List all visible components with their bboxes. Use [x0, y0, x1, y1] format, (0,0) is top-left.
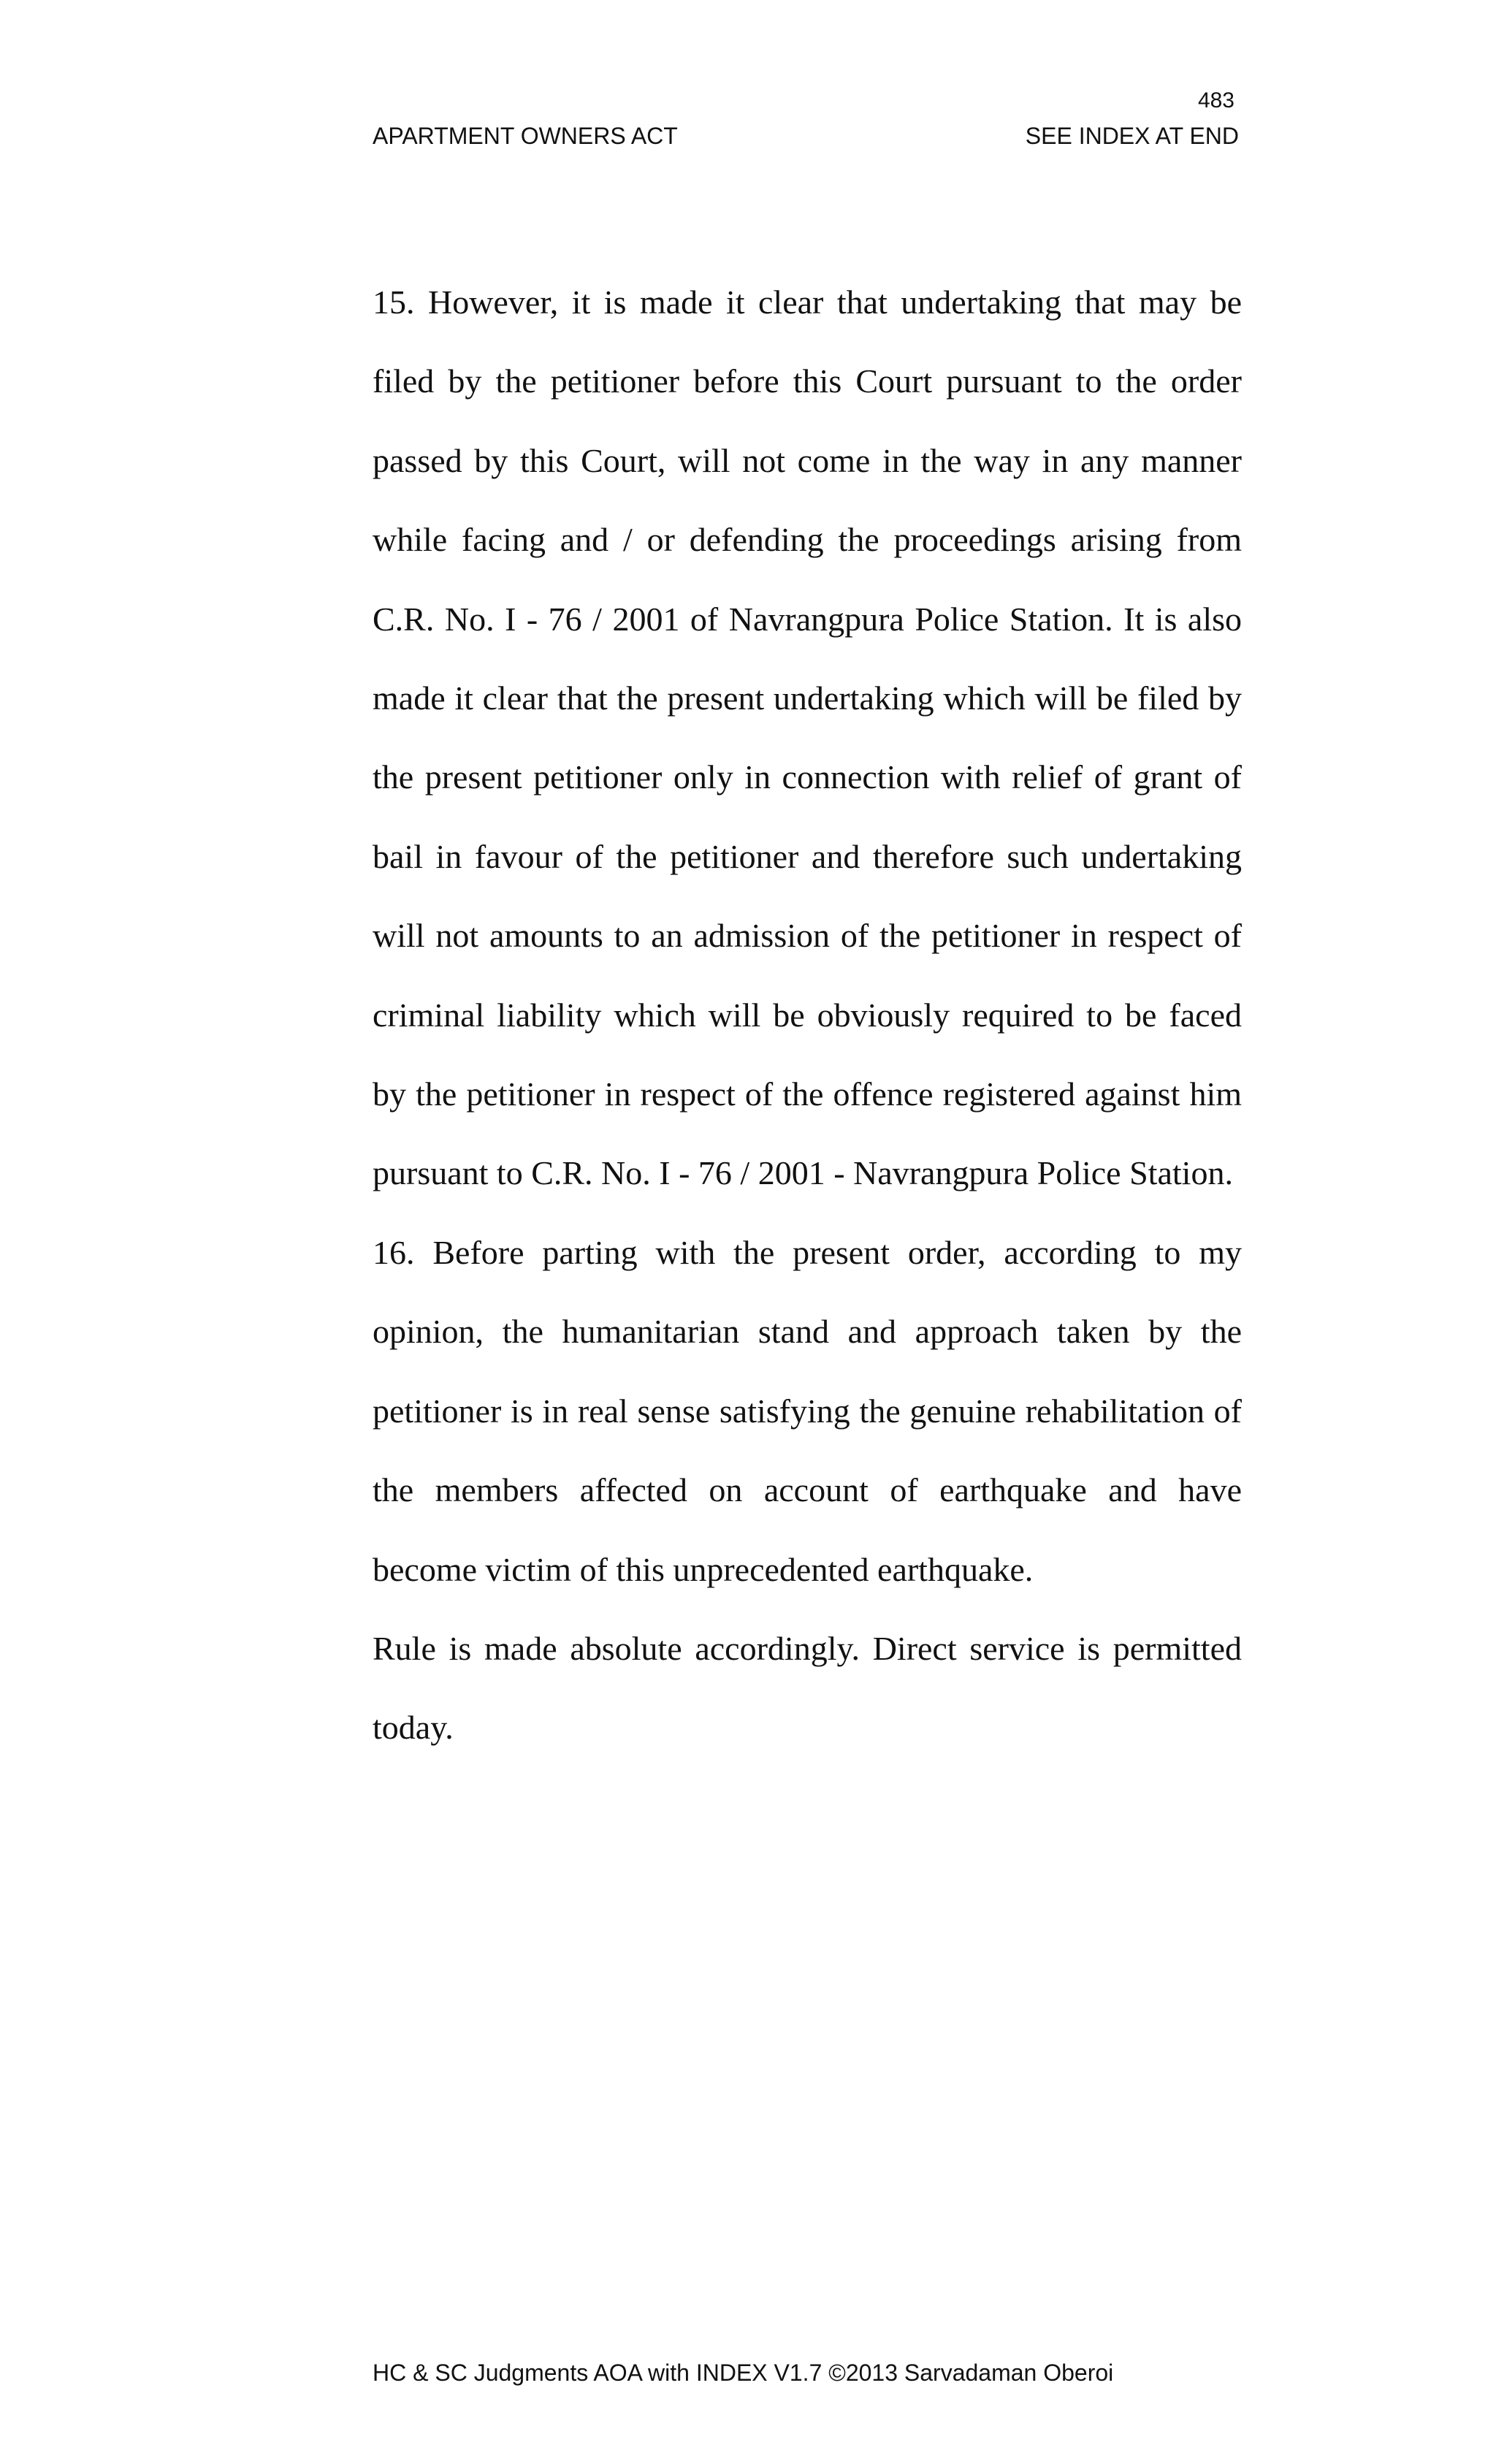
running-header	[373, 121, 1239, 150]
paragraph-15: 15. However, it is made it clear that undertaking that may be filed by the petitioner before this Court pursuant to the order passed by this Court, will not come in the way in any manner while facing and / or defending the proceedings arising from C.R. No. I - 76 / 2001 of Navrangpura Police Station. It is also made it clear that the present undertaking which will be filed by the present petitioner only in connection with relief of grant of bail in favour of the petitioner and therefore such undertaking will not amounts to an admission of the petitioner in respect of criminal liability which will be obviously required to be faced by the petitioner in respect of the offence registered against him pursuant to C.R. No. I - 76 / 2001 - Navrangpura Police Station.	[373, 283, 1242, 1192]
document-body	[373, 263, 1242, 1768]
page-footer: HC & SC Judgments AOA with INDEX V1.7 ©2013 Sarvadaman Oberoi	[373, 2360, 1114, 2386]
page-number: 483	[1197, 88, 1234, 112]
header-left-title: APARTMENT OWNERS ACT	[373, 123, 678, 149]
paragraph-16: 16. Before parting with the present order, according to my opinion, the humanitarian stand and approach taken by the petitioner is in real sense satisfying the genuine rehabilitation of the members affected on account of earthquake and have become victim of this unprecedented earthquake.	[373, 1233, 1242, 1588]
paragraph-rule-absolute: Rule is made absolute accordingly. Direct service is permitted today.	[373, 1629, 1242, 1747]
header-right-title: SEE INDEX AT END	[1025, 123, 1239, 149]
